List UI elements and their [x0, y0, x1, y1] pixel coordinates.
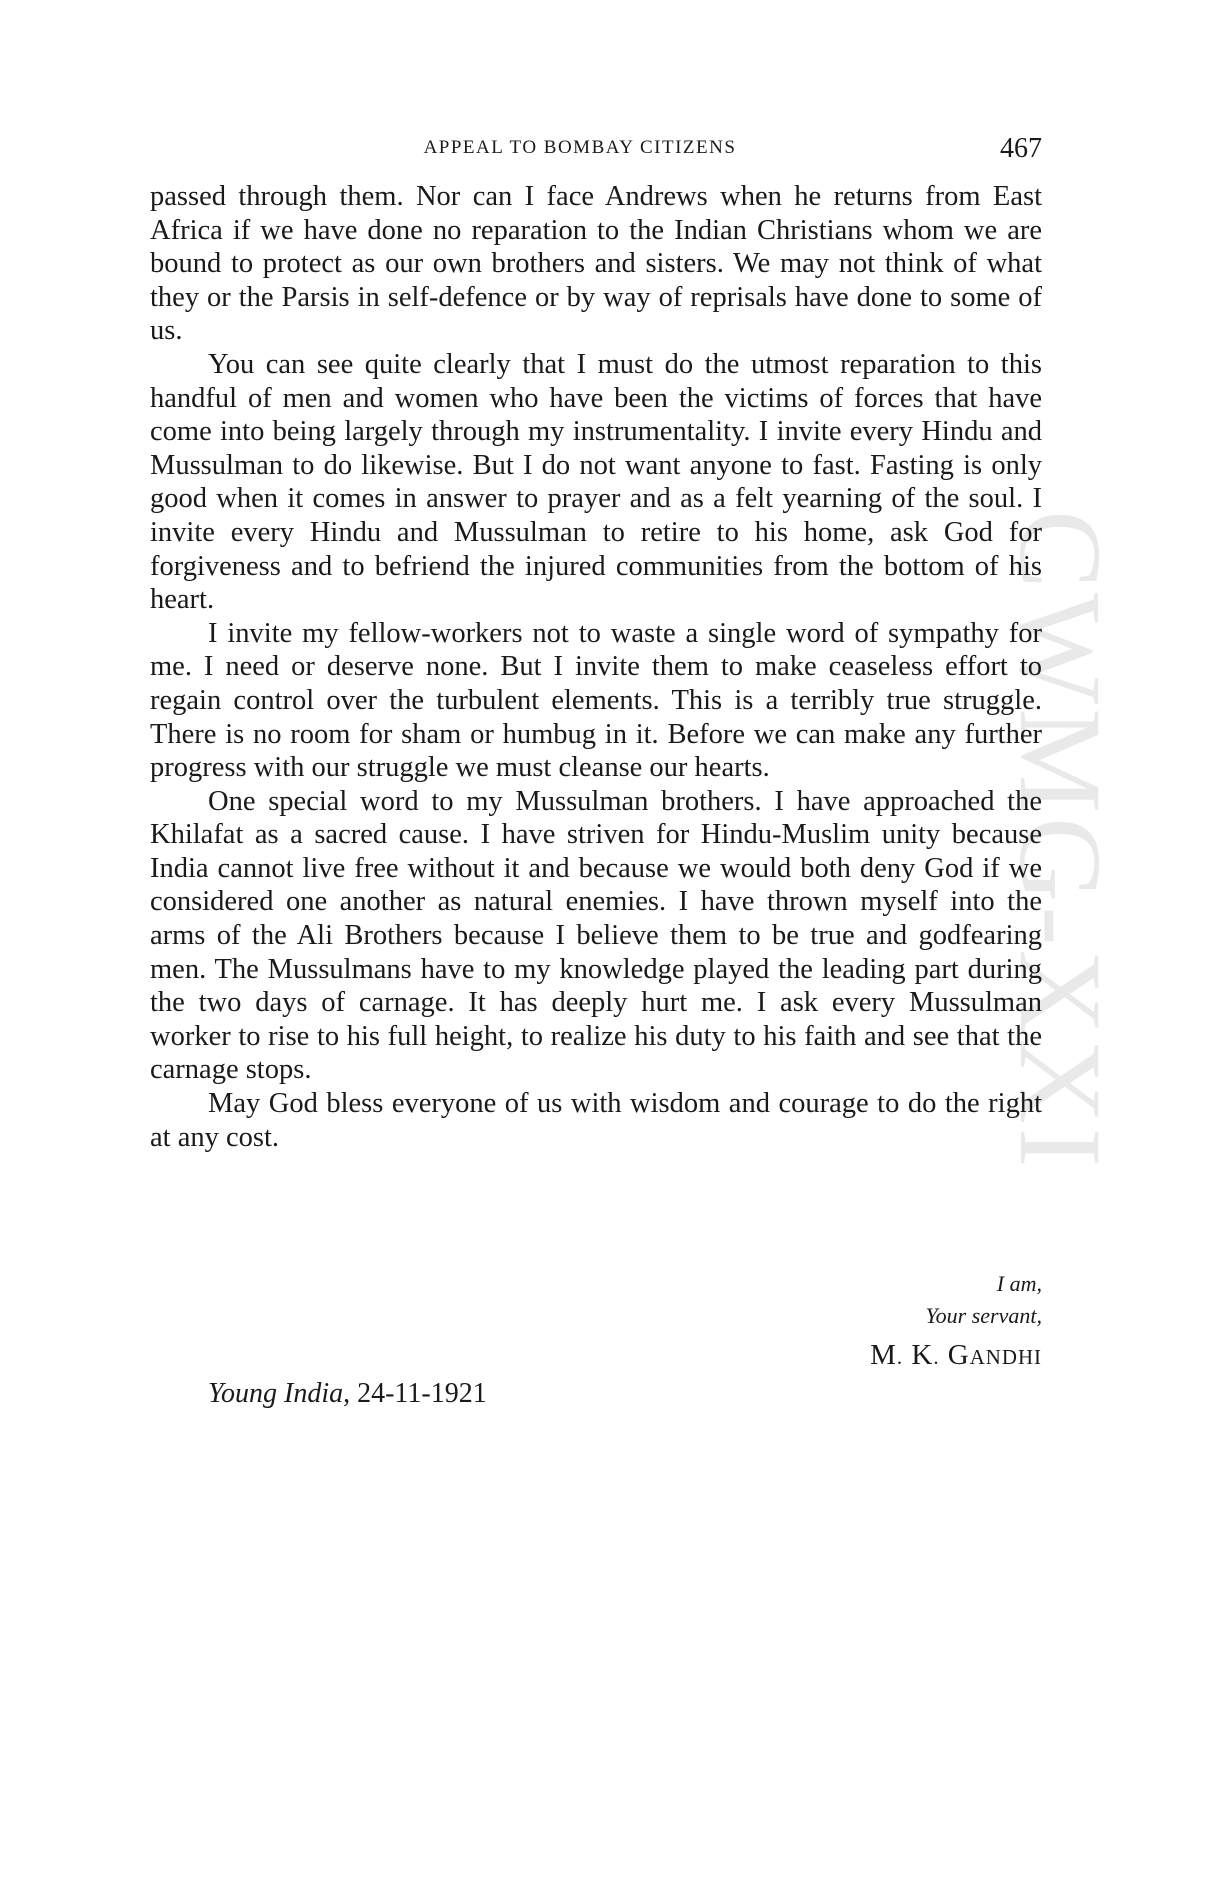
paragraph-3: I invite my fellow-workers not to waste a single word of sympathy for me. I need or deserve none. But I invite them to make ceaseless effort to regain control over the turbulent elements. This is a terribly true struggle. There is no room for sham or humbug in it. Before we can make any further progress with our struggle we must cleanse our hearts. [150, 617, 1042, 784]
paragraph-5: May God bless everyone of us with wisdom and courage to do the right at any cost. [150, 1088, 1042, 1153]
body-text [150, 180, 1042, 1154]
source-citation [208, 1378, 487, 1410]
page-number: 467 [1000, 133, 1042, 164]
paragraph-1: passed through them. Nor can I face Andrews when he returns from East Africa if we have done no reparation to the Indian Christians whom we are bound to protect as our own brothers and sisters. We may not think of what they or the Parsis in self-defence or by way of reprisals have done to some of us. [150, 181, 1042, 347]
source-publication: Young India [208, 1378, 344, 1409]
paragraph-4: One special word to my Mussulman brothers. I have approached the Khilafat as a sacred cause. I have striven for Hindu-Muslim unity because India cannot live free without it and because we would both deny God if we considered one another as natural enemies. I have thrown myself into the arms of the Ali Brothers because I believe them to be true and godfearing men. The Mussulmans have to my knowledge played the leading part during the two days of carnage. It has deeply hurt me. I ask every Mussulman worker to rise to his full height, to realize his duty to his faith and see that the carnage stops. [150, 785, 1042, 1086]
watermark: CWMG-XXI [995, 510, 1126, 1172]
running-title: APPEAL TO BOMBAY CITIZENS [423, 137, 737, 158]
closing-line-servant: Your servant, [925, 1303, 1042, 1328]
source-date: , 24-11-1921 [343, 1378, 487, 1409]
running-head [0, 133, 1229, 173]
signature [700, 1336, 1042, 1376]
paragraph-2: You can see quite clearly that I must do the utmost reparation to this handful of men and women who have been the victims of forces that have come into being largely through my instrumentality. I invite every Hindu and Mussulman to do likewise. But I do not want anyone to fast. Fasting is only good when it comes in answer to prayer and as a felt yearning of the soul. I invite every Hindu and Mussulman to retire to his home, ask God for forgiveness and to befriend the injured communities from the bottom of his heart. [150, 348, 1042, 616]
signature-text: M. K. GANDHI [870, 1339, 1042, 1371]
closing-block [700, 1268, 1042, 1376]
closing-line-am: I am, [996, 1271, 1042, 1296]
